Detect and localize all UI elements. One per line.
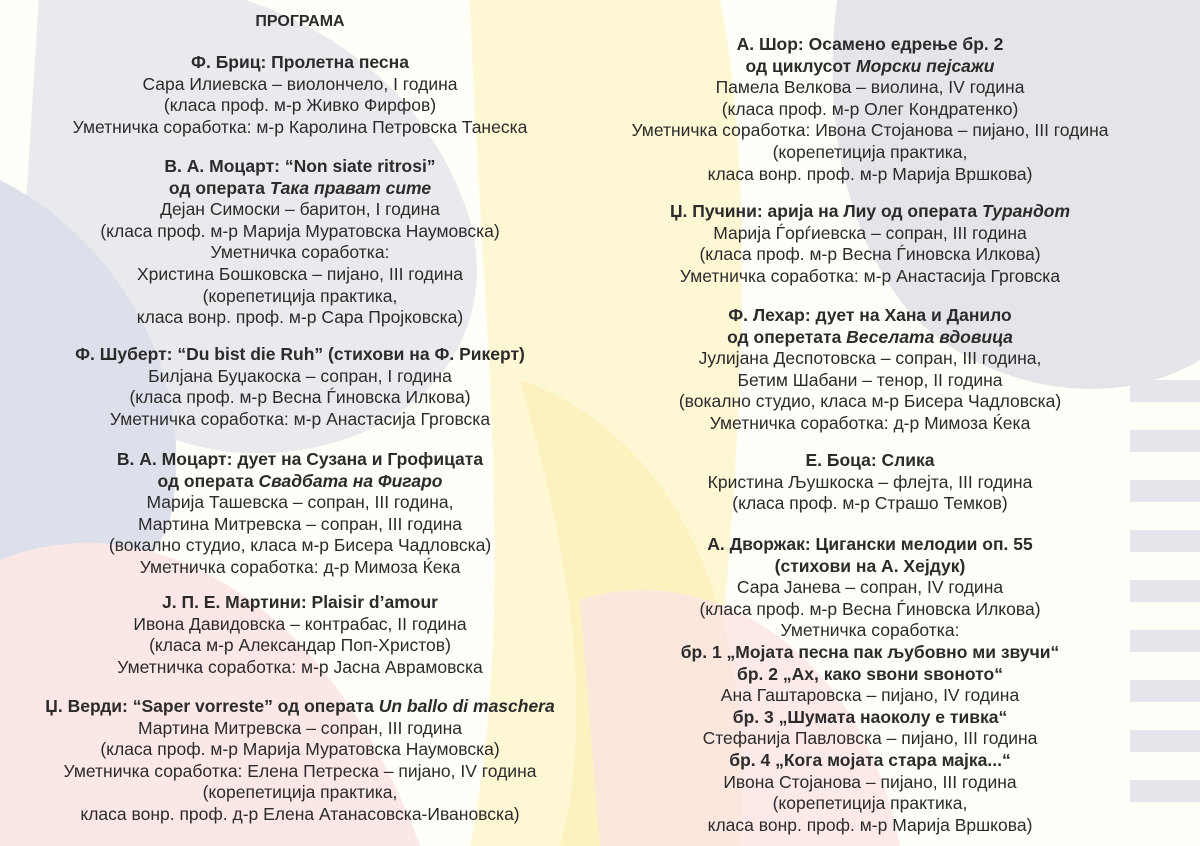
entry-line — [570, 793, 1170, 815]
text-segment: Бетим Шабани – тенор, II година — [737, 369, 1003, 390]
text-segment: (вокално студио, класа м-р Бисера Чадловска) — [678, 391, 1062, 412]
entry-title-line — [0, 449, 600, 471]
text-segment: (корепетиција практика, — [772, 141, 968, 162]
entry-title-line — [0, 592, 600, 614]
entry-line — [570, 772, 1170, 794]
text-segment: (класа проф. м-р Весна Ѓиновска Илкова) — [129, 387, 471, 408]
text-segment: Ивона Давидовска – контрабас, II година — [133, 613, 467, 634]
text-segment: Сара Илиевска – виолончело, I година — [142, 73, 458, 94]
text-segment: бр. 2 „Ах, како ѕвони ѕвоното“ — [737, 663, 1003, 684]
text-segment: Џ. Пучини: арија на Лиу од операта — [669, 201, 982, 221]
text-segment: Христина Бошковска – пијано, III година — [136, 263, 464, 284]
text-segment: бр. 3 „Шумата наоколу е тивка“ — [732, 706, 1008, 727]
entry-line — [570, 244, 1170, 266]
entry-line — [0, 366, 600, 388]
text-segment: од операта — [168, 177, 270, 198]
entry-line — [570, 599, 1170, 621]
entry-title-line — [0, 344, 600, 366]
text-segment: Уметничка соработка: Ивона Стојанова – пијано, III година — [631, 120, 1109, 141]
text-segment: (класа проф. м-р Марија Муратовска Наумовска) — [100, 220, 500, 241]
text-segment: Џ. Верди: “Saper vorreste” од операта — [45, 696, 379, 716]
text-segment: (вокално студио, класа м-р Бисера Чадловска) — [108, 535, 492, 556]
text-segment: А. Шор: Осамено едрење бр. 2 — [736, 34, 1004, 54]
entry-line — [570, 348, 1170, 370]
text-segment: од оперетата — [727, 326, 847, 347]
program-entry — [0, 156, 600, 329]
text-segment: Стефанија Павловска – пијано, III година — [702, 728, 1038, 749]
entry-line — [0, 409, 600, 431]
entry-line — [0, 657, 600, 679]
entry-title-line — [0, 52, 600, 74]
text-segment: Марија Ѓорѓиевска – сопран, III година — [713, 222, 1027, 243]
entry-title-line — [570, 34, 1170, 56]
program-entry — [570, 305, 1170, 435]
text-segment: класа вонр. проф. д-р Елена Атанасовска-Ивановска) — [80, 803, 520, 824]
text-segment: (класа проф. м-р Живко Фирфов) — [163, 95, 437, 116]
program-entry — [0, 344, 600, 430]
text-segment: Ана Гаштаровска – пијано, IV година — [720, 685, 1020, 706]
text-segment: Уметничка соработка: — [780, 620, 960, 641]
entry-line — [0, 535, 600, 557]
program-entry — [0, 52, 600, 138]
text-segment: Ивона Стојанова – пијано, III година — [723, 771, 1017, 792]
text-segment: Ф. Шуберт: “Du bist die Ruh” (стихови на Ф. Рикерт) — [75, 344, 525, 364]
text-segment: Памела Велкова – виолина, IV година — [715, 77, 1025, 98]
work-title-italic: Свадбата на Фигаро — [258, 470, 443, 491]
entry-line — [570, 413, 1170, 435]
text-segment: Уметничка соработка: м-р Јасна Аврамовска — [117, 656, 483, 677]
entry-line — [0, 221, 600, 243]
program-entry — [570, 450, 1170, 515]
text-segment: Ј. П. Е. Мартини: Plaisir d’amour — [162, 592, 438, 612]
text-segment: Ф. Бриц: Пролетна песна — [191, 52, 409, 72]
work-title-italic: Un ballo di maschera — [378, 696, 555, 716]
entry-line — [0, 718, 600, 740]
text-segment: од циклусот — [745, 55, 857, 76]
text-segment: Сара Јанева – сопран, IV година — [736, 577, 1004, 598]
text-segment: бр. 4 „Кога мојата стара мајка...“ — [729, 749, 1011, 770]
text-segment: (класа м-р Александар Поп-Христов) — [149, 635, 451, 656]
entry-line — [570, 493, 1170, 515]
text-segment: класа вонр. проф. м-р Марија Вршкова) — [707, 163, 1033, 184]
work-title-italic: Веселата вдовица — [846, 326, 1013, 347]
entry-line — [0, 557, 600, 579]
entry-title-line — [570, 450, 1170, 472]
text-segment: Уметничка соработка: д-р Мимоза Ќека — [709, 412, 1031, 433]
entry-line — [570, 815, 1170, 837]
text-segment: Уметничка соработка: Елена Петреска – пијано, IV година — [63, 760, 537, 781]
text-segment: Мартина Митревска – сопран, III година — [137, 513, 462, 534]
entry-line — [570, 370, 1170, 392]
text-segment: (корепетиција практика, — [772, 793, 968, 814]
entry-title-line — [570, 534, 1170, 556]
entry-line — [570, 56, 1170, 78]
text-segment: Уметничка соработка: д-р Мимоза Ќека — [139, 556, 461, 577]
entry-title-line — [570, 305, 1170, 327]
program-entry — [570, 201, 1170, 287]
program-entry — [0, 592, 600, 678]
text-segment: Е. Боца: Слика — [805, 450, 935, 470]
entry-line — [570, 472, 1170, 494]
entry-line — [570, 577, 1170, 599]
text-segment: класа вонр. проф. м-р Марија Вршкова) — [707, 814, 1033, 835]
entry-line — [570, 77, 1170, 99]
entry-line — [0, 492, 600, 514]
entry-line — [570, 664, 1170, 686]
entry-line — [570, 685, 1170, 707]
entry-line — [0, 635, 600, 657]
text-segment: Јулијана Деспотовска – сопран, III година, — [698, 348, 1042, 369]
entry-line — [0, 178, 600, 200]
text-segment: Уметничка соработка: — [210, 242, 390, 263]
entry-line — [570, 707, 1170, 729]
entry-line — [0, 74, 600, 96]
entry-line — [0, 739, 600, 761]
entry-line — [570, 556, 1170, 578]
text-segment: од операта — [157, 470, 259, 491]
text-segment: (класа проф. м-р Олег Кондратенко) — [721, 98, 1019, 119]
text-segment: Билјана Буџакоска – сопран, I година — [148, 365, 452, 386]
entry-title-line — [0, 156, 600, 178]
entry-line — [570, 142, 1170, 164]
text-segment: бр. 1 „Мојата песна пак љубовно ми звучи“ — [680, 641, 1060, 662]
entry-line — [0, 264, 600, 286]
text-segment: В. А. Моцарт: “Non siate ritrosi” — [164, 156, 436, 176]
program-title: ПРОГРАМА — [255, 13, 345, 30]
text-segment: А. Дворжак: Цигански мелодии оп. 55 — [707, 534, 1033, 554]
work-title-italic: Турандот — [981, 201, 1071, 221]
entry-line — [0, 514, 600, 536]
text-segment: (класа проф. м-р Весна Ѓиновска Илкова) — [699, 244, 1041, 265]
text-segment: Уметничка соработка: м-р Анастасија Грговска — [109, 408, 491, 429]
entry-line — [0, 614, 600, 636]
program-entry — [570, 534, 1170, 836]
entry-line — [570, 620, 1170, 642]
entry-line — [570, 750, 1170, 772]
text-segment: Марија Ташевска – сопран, III година, — [146, 492, 454, 513]
entry-line — [0, 286, 600, 308]
entry-line — [570, 99, 1170, 121]
program-entry — [0, 696, 600, 826]
entry-line — [0, 782, 600, 804]
text-segment: (стихови на А. Хејдук) — [774, 555, 966, 576]
entry-line — [0, 804, 600, 826]
program-entry — [0, 449, 600, 579]
text-segment: Уметничка соработка: м-р Каролина Петровска Танеска — [72, 116, 528, 137]
text-segment: Ф. Лехар: дует на Хана и Данило — [728, 305, 1012, 325]
work-title-italic: Морски пејсажи — [856, 55, 995, 76]
entry-line — [570, 223, 1170, 245]
text-segment: Мартина Митревска – сопран, III година — [137, 717, 462, 738]
work-title-italic: Така прават сите — [269, 177, 432, 198]
entry-line — [0, 471, 600, 493]
text-segment: Дејан Симоски – баритон, I година — [160, 199, 440, 220]
entry-line — [570, 642, 1170, 664]
program-right-column — [570, 0, 1170, 846]
text-segment: Кристина Љушкоска – флејта, III година — [707, 471, 1033, 492]
entry-line — [0, 387, 600, 409]
entry-line — [0, 95, 600, 117]
entry-title-line — [570, 201, 1170, 223]
text-segment: Уметничка соработка: м-р Анастасија Грговска — [679, 265, 1061, 286]
entry-line — [570, 266, 1170, 288]
entry-line — [0, 307, 600, 329]
entry-line — [0, 242, 600, 264]
entry-line — [570, 391, 1170, 413]
entry-line — [570, 164, 1170, 186]
text-segment: В. А. Моцарт: дует на Сузана и Грофицата — [116, 449, 484, 469]
entry-title-line — [0, 696, 600, 718]
entry-line — [570, 120, 1170, 142]
entry-line — [570, 327, 1170, 349]
entry-line — [0, 117, 600, 139]
entry-line — [0, 761, 600, 783]
text-segment: (класа проф. м-р Страшо Темков) — [732, 493, 1008, 514]
text-segment: (класа проф. м-р Марија Муратовска Наумовска) — [100, 739, 500, 760]
program-entry — [570, 34, 1170, 185]
entry-line — [0, 199, 600, 221]
text-segment: класа вонр. проф. м-р Сара Пројковска) — [136, 307, 464, 328]
text-segment: (класа проф. м-р Весна Ѓиновска Илкова) — [699, 598, 1041, 619]
text-segment: (корепетиција практика, — [202, 782, 398, 803]
text-segment: (корепетиција практика, — [202, 285, 398, 306]
entry-line — [570, 728, 1170, 750]
